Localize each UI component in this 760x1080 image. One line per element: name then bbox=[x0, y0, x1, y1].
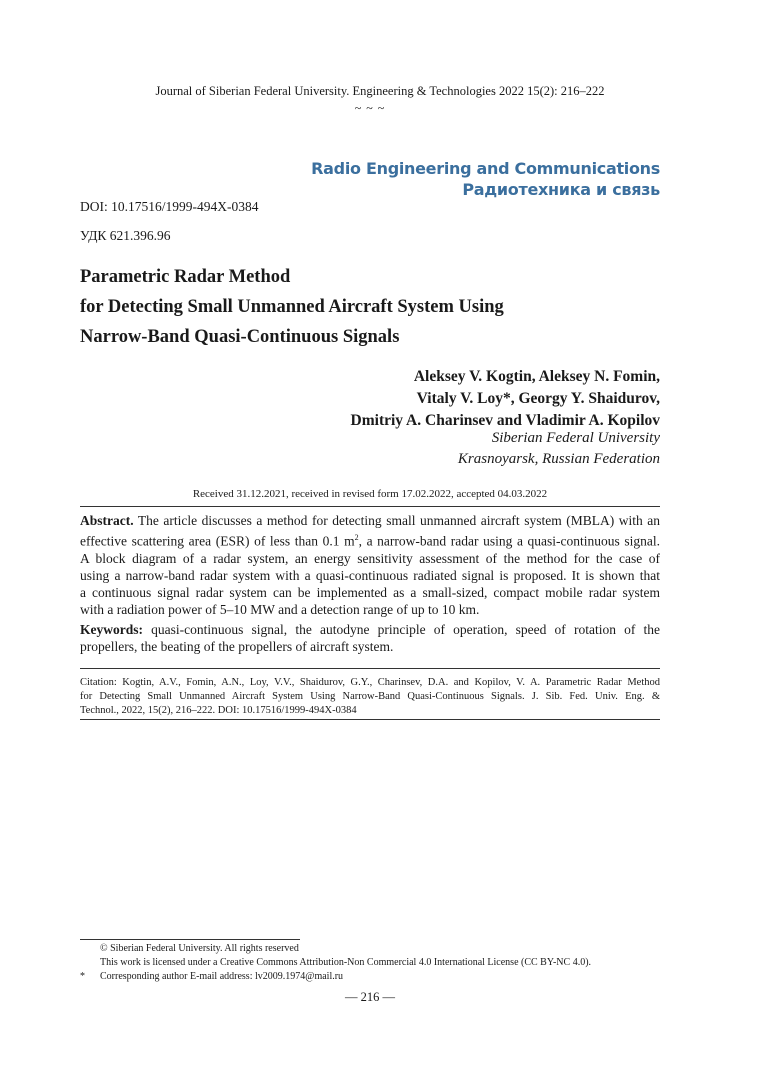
title-line: for Detecting Small Unmanned Aircraft System Using bbox=[80, 297, 504, 317]
abstract-line: using a narrow-band radar system with a quasi-continuous radiated signal is proposed. It is shown that bbox=[80, 567, 660, 583]
abstract-line: a continuous signal radar system can be implemented as a small-sized, compact mobile radar system bbox=[80, 584, 660, 600]
license-note: This work is licensed under a Creative Commons Attribution-Non Commercial 4.0 International License (CC BY-NC 4.0). bbox=[100, 957, 592, 968]
corresponding-author-note bbox=[80, 970, 680, 984]
abstract-text: The article discusses a method for detecting small unmanned aircraft system (MBLA) with an bbox=[137, 513, 660, 528]
page-number: — 216 — bbox=[345, 990, 395, 1004]
copyright-note: © Siberian Federal University. All rights reserved bbox=[100, 943, 299, 954]
divider bbox=[80, 719, 660, 720]
abstract-line bbox=[80, 529, 660, 550]
superscript: 2 bbox=[354, 533, 359, 542]
keywords bbox=[80, 621, 660, 655]
title-line: Narrow-Band Quasi-Continuous Signals bbox=[80, 327, 400, 347]
asterisk-mark: * bbox=[80, 971, 85, 982]
citation-line: Citation: Kogtin, A.V., Fomin, A.N., Loy, V.V., Shaidurov, G.Y., Charinsev, D.A. and Kopilov, V. A. Parametric Radar Method bbox=[80, 677, 660, 688]
title-line: Parametric Radar Method bbox=[80, 267, 291, 287]
received-dates: Received 31.12.2021, received in revised form 17.02.2022, accepted 04.03.2022 bbox=[192, 488, 548, 500]
authors-line: Vitaly V. Loy*, Georgy Y. Shaidurov, bbox=[416, 390, 660, 407]
citation-line: for Detecting Small Unmanned Aircraft System Using Narrow-Band Quasi-Continuous Signals. J. Sib. Fed. Univ. Eng. & bbox=[80, 691, 660, 702]
abstract bbox=[80, 512, 660, 618]
keywords-text: quasi-continuous signal, the autodyne principle of operation, speed of rotation of the bbox=[151, 622, 660, 637]
authors-line: Aleksey V. Kogtin, Aleksey N. Fomin, bbox=[413, 368, 660, 385]
doi[interactable]: DOI: 10.17516/1999-494X-0384 bbox=[80, 199, 259, 214]
abstract-line: with a radiation power of 5–10 MW and a detection range of up to 10 km. bbox=[80, 601, 480, 617]
keywords-line bbox=[80, 621, 660, 638]
section-title-russian: Радиотехника и связь bbox=[462, 180, 660, 199]
citation bbox=[80, 676, 660, 718]
journal-header: Journal of Siberian Federal University. Engineering & Technologies 2022 15(2): 216–222 bbox=[155, 84, 605, 98]
divider bbox=[80, 668, 660, 669]
article-title bbox=[80, 262, 680, 352]
abstract-label: Abstract. bbox=[80, 513, 134, 528]
corresponding-author-text: Corresponding author E-mail address: lv2009.1974@mail.ru bbox=[100, 971, 344, 982]
citation-line: Technol., 2022, 15(2), 216–222. DOI: 10.17516/1999-494X-0384 bbox=[80, 705, 357, 716]
keywords-line: propellers, the beating of the propellers of aircraft system. bbox=[80, 639, 394, 654]
section-title-english: Radio Engineering and Communications bbox=[311, 159, 660, 178]
abstract-text: effective scattering area (ESR) of less than 0.1 m bbox=[80, 533, 355, 549]
affiliation bbox=[458, 428, 660, 470]
authors-line: Dmitriy A. Charinsev and Vladimir A. Kopilov bbox=[350, 412, 660, 429]
udk-code: УДК 621.396.96 bbox=[80, 228, 171, 243]
affiliation-line: Krasnoyarsk, Russian Federation bbox=[457, 451, 660, 467]
abstract-line bbox=[80, 512, 660, 529]
abstract-line: A block diagram of a radar system, an energy sensitivity assessment of the method for the case of bbox=[80, 550, 660, 566]
abstract-text: , a narrow-band radar using a quasi-continuous signal. bbox=[358, 533, 661, 549]
divider bbox=[80, 506, 660, 507]
footnotes bbox=[80, 942, 680, 984]
header-ornament: ~ ~ ~ bbox=[354, 101, 386, 115]
affiliation-line: Siberian Federal University bbox=[491, 430, 660, 446]
keywords-label: Keywords: bbox=[80, 622, 143, 637]
footnote-divider bbox=[80, 939, 300, 940]
authors bbox=[351, 366, 660, 432]
